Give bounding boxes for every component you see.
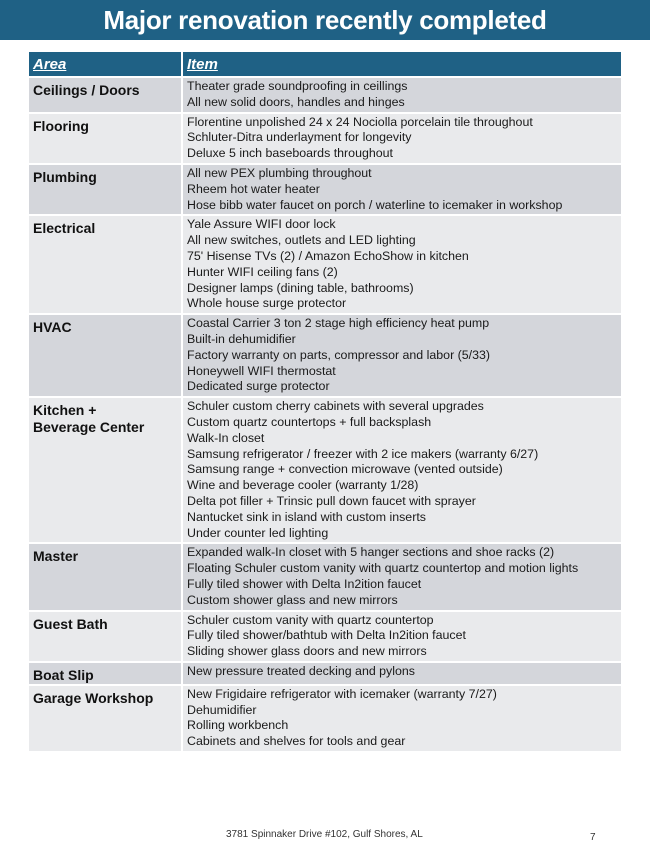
- items-cell: [181, 398, 621, 542]
- item-text: Walk-In closet: [187, 430, 265, 445]
- item-text: Samsung refrigerator / freezer with 2 ice makers (warranty 6/27): [187, 446, 539, 461]
- item-text: Nantucket sink in island with custom inserts: [187, 509, 426, 524]
- page-title: Major renovation recently completed: [0, 0, 650, 40]
- footer-address: 3781 Spinnaker Drive #102, Gulf Shores, AL: [226, 829, 423, 840]
- item-text: Custom quartz countertops + full backsplash: [187, 414, 432, 429]
- item-text: All new switches, outlets and LED lighting: [187, 233, 416, 248]
- item-text: New Frigidaire refrigerator with icemaker (warranty 7/27): [187, 686, 497, 701]
- table-row: [29, 398, 621, 542]
- items-cell: [181, 612, 621, 661]
- items-cell: [181, 686, 621, 751]
- item-text: Dedicated surge protector: [187, 379, 330, 394]
- item-text: Hose bibb water faucet on porch / waterline to icemaker in workshop: [187, 197, 563, 212]
- item-text: New pressure treated decking and pylons: [187, 663, 415, 678]
- item-text: Schuler custom cherry cabinets with several upgrades: [187, 399, 484, 414]
- area-cell: HVAC: [33, 319, 72, 336]
- item-text: Schluter-Ditra underlayment for longevity: [187, 130, 412, 145]
- area-cell: Boat Slip: [33, 666, 94, 683]
- items-cell: [181, 216, 621, 313]
- item-text: Yale Assure WIFI door lock: [187, 217, 336, 232]
- renovation-table: [29, 52, 621, 753]
- item-text: Fully tiled shower/bathtub with Delta In2ition faucet: [187, 628, 466, 643]
- area-cell: Master: [33, 548, 79, 565]
- table-row: [29, 216, 621, 313]
- items-cell: [181, 315, 621, 396]
- item-text: Built-in dehumidifier: [187, 331, 296, 346]
- table-row: [29, 686, 621, 751]
- item-text: All new PEX plumbing throughout: [187, 165, 372, 180]
- table-row: [29, 612, 621, 661]
- item-text: 75' Hisense TVs (2) / Amazon EchoShow in kitchen: [187, 248, 469, 263]
- item-text: Florentine unpolished 24 x 24 Nociolla porcelain tile throughout: [187, 114, 533, 129]
- item-text: Dehumidifier: [187, 702, 257, 717]
- item-text: Coastal Carrier 3 ton 2 stage high efficiency heat pump: [187, 316, 490, 331]
- page-number: 7: [590, 832, 596, 843]
- item-text: Theater grade soundproofing in ceillings: [187, 79, 408, 93]
- area-cell: Flooring: [33, 117, 89, 134]
- item-text: Delta pot filler + Trinsic pull down faucet with sprayer: [187, 493, 476, 508]
- item-text: Rolling workbench: [187, 718, 289, 733]
- item-text: Fully tiled shower with Delta In2ition faucet: [187, 576, 422, 591]
- table-row: [29, 315, 621, 396]
- item-text: Custom shower glass and new mirrors: [187, 592, 398, 607]
- item-text: Designer lamps (dining table, bathrooms): [187, 280, 414, 295]
- area-cell: Kitchen + Beverage Center: [33, 402, 145, 436]
- items-cell: [181, 114, 621, 163]
- item-text: Under counter led lighting: [187, 525, 329, 540]
- area-column-header: Area: [33, 55, 67, 73]
- item-text: Rheem hot water heater: [187, 181, 320, 196]
- item-text: Cabinets and shelves for tools and gear: [187, 734, 406, 749]
- item-text: Expanded walk-In closet with 5 hanger sections and shoe racks (2): [187, 545, 555, 560]
- table-row: [29, 78, 621, 112]
- item-text: Deluxe 5 inch baseboards throughout: [187, 146, 393, 161]
- item-text: Samsung range + convection microwave (vented outside): [187, 462, 503, 477]
- area-cell: Electrical: [33, 220, 96, 237]
- area-cell: Plumbing: [33, 168, 97, 185]
- items-cell: [181, 663, 621, 684]
- table-row: [29, 114, 621, 163]
- items-cell: [181, 165, 621, 214]
- table-row: [29, 165, 621, 214]
- item-text: Honeywell WIFI thermostat: [187, 363, 336, 378]
- item-text: All new solid doors, handles and hinges: [187, 94, 405, 109]
- item-text: Whole house surge protector: [187, 296, 347, 311]
- table-body: [29, 78, 621, 751]
- table-header: [29, 52, 621, 78]
- item-text: Wine and beverage cooler (warranty 1/28): [187, 478, 419, 493]
- table-row: [29, 663, 621, 684]
- item-text: Hunter WIFI ceiling fans (2): [187, 264, 338, 279]
- items-cell: [181, 544, 621, 609]
- item-text: Factory warranty on parts, compressor and labor (5/33): [187, 347, 491, 362]
- items-cell: [181, 78, 621, 112]
- area-cell: Ceilings / Doors: [33, 82, 140, 98]
- item-text: Sliding shower glass doors and new mirrors: [187, 644, 427, 659]
- area-cell: Garage Workshop: [33, 689, 154, 706]
- item-text: Floating Schuler custom vanity with quartz countertop and motion lights: [187, 561, 579, 576]
- item-text: Schuler custom vanity with quartz countertop: [187, 612, 434, 627]
- area-cell: Guest Bath: [33, 615, 108, 632]
- item-column-header: Item: [181, 52, 621, 76]
- table-row: [29, 544, 621, 609]
